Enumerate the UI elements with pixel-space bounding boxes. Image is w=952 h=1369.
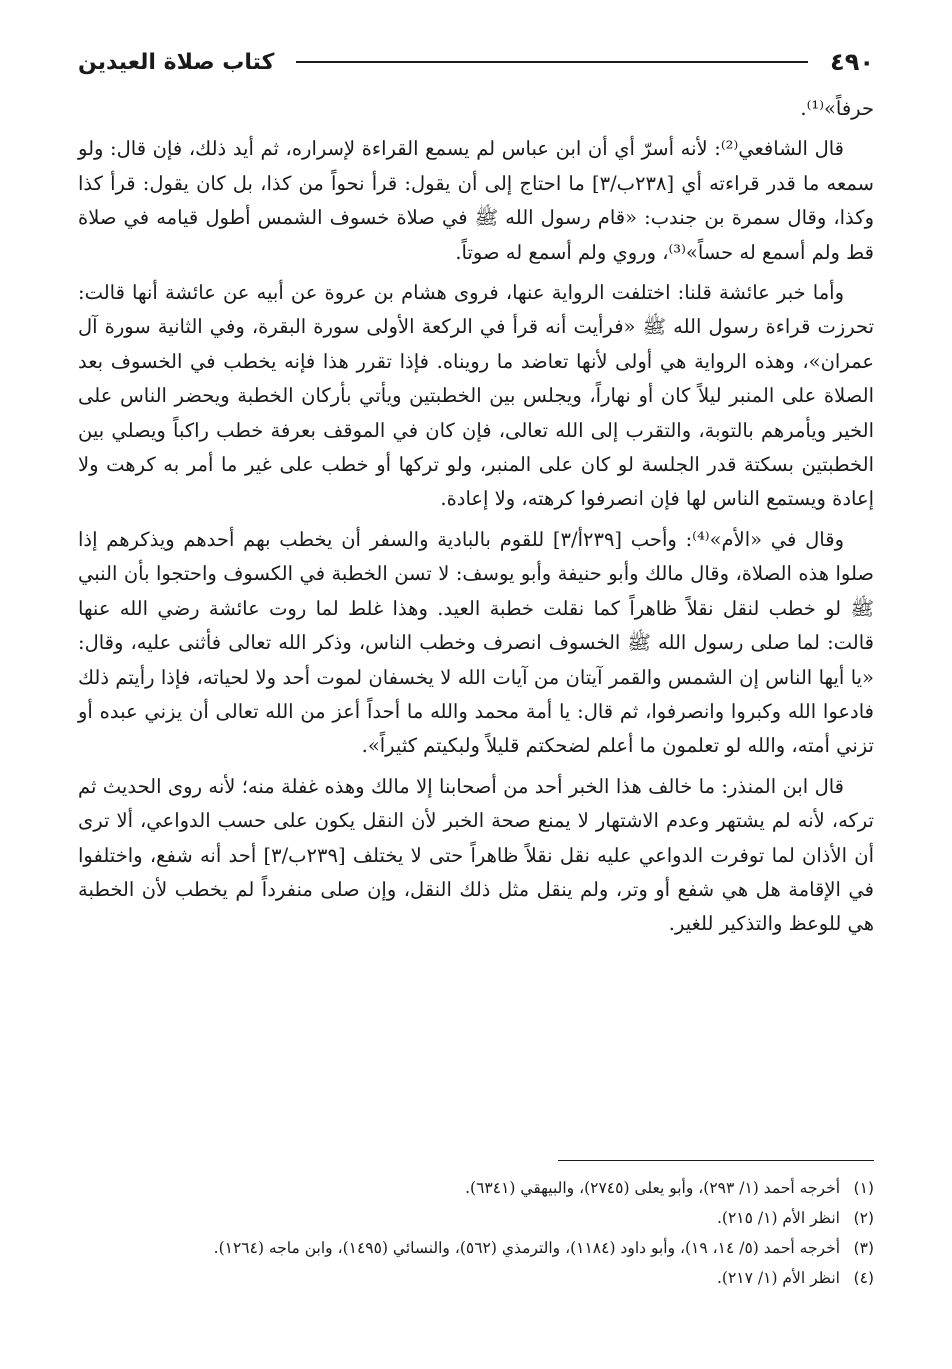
main-text — [78, 92, 874, 942]
paragraph: قال الشافعي⁽²⁾: لأنه أسرّ أي أن ابن عباس لم يسمع القراءة لإسراره، ثم أيد ذلك، فإن قال: ولو سمعه ما قدر قراءته أي [٢٣٨ب/٣] ما احتاج إلى أن يقول: قرأ نحواً من كذا، بل كان يقول: قرأ كذا وكذا، وقال سمرة بن جندب: «قام رسول الله ﷺ في صلاة خسوف الشمس أطول قيامه في صلاة قط ولم أسمع له حساً»⁽³⁾، وروي ولم أسمع له صوتاً. — [78, 137, 874, 264]
footnote — [78, 1175, 874, 1201]
footnote-number: (١) — [853, 1179, 874, 1197]
footnote-text: انظر الأم (١/ ٢١٧). — [717, 1269, 840, 1287]
footnote — [78, 1205, 874, 1231]
running-title: كتاب صلاة العيدين — [78, 49, 275, 75]
paragraph: وأما خبر عائشة قلنا: اختلفت الرواية عنها، فروى هشام بن عروة عن أبيه عن عائشة أنها قالت: تحرزت قراءة رسول الله ﷺ «فرأيت أنه قرأ في الركعة الأولى سورة البقرة، وفي الثانية سورة آل عمران»، وهذه الرواية هي أولى لأنها تعاضد ما رويناه. فإذا تقرر هذا فإنه يخطب في الخسوف بعد الصلاة على المنبر ليلاً كان أو نهاراً، ويجلس بين الخطبتين ويأتي بأركان الخطبة ويحضر الناس على الخير ويأمرهم بالتوبة، والتقرب إلى الله تعالى، فإن كان في الموقف بعرفة خطب راكباً ويصلي بين الخطبتين بسكتة قدر الجلسة لو كان على المنبر، ولو تركها أو خطب على غير ما أمر به كرهت ولا إعادة ويستمع الناس لها فإن انصرفوا كرهته، ولا إعادة. — [78, 281, 874, 511]
book-page — [78, 40, 874, 1340]
paragraph: قال ابن المنذر: ما خالف هذا الخبر أحد من أصحابنا إلا مالك وهذه غفلة منه؛ لأنه روى الحديث ثم تركه، لأنه لم يشتهر وعدم الاشتهار لا يمنع صحة الخبر لأن النقل يكون على حسب الدواعي، ألا ترى أن الأذان لما توفرت الدواعي عليه نقل نقلاً ظاهراً حتى لا يختلف [٢٣٩ب/٣] أحد أنه شفع، واختلفوا في الإقامة هل هي شفع أو وتر، ولم ينقل مثل ذلك النقل، وإن صلى منفرداً لم يخطب لأن الخطبة هي للوعظ والتذكير للغير. — [78, 774, 874, 936]
running-head — [78, 40, 874, 84]
footnote-text: أخرجه أحمد (١/ ٢٩٣)، وأبو يعلى (٢٧٤٥)، والبيهقي (٦٣٤١). — [465, 1179, 840, 1197]
paragraph: وقال في «الأم»⁽⁴⁾: وأحب [٢٣٩أ/٣] للقوم بالبادية والسفر أن يخطب بهم أحدهم ويذكرهم إذا صلوا هذه الصلاة، وقال مالك وأبو حنيفة وأبو يوسف: لا تسن الخطبة في الكسوف واحتجوا بأن النبي ﷺ لو خطب لنقل نقلاً ظاهراً كما نقلت خطبة العيد. وهذا غلط لما روت عائشة رضي الله عنها قالت: لما صلى رسول الله ﷺ الخسوف انصرف وخطب الناس، وذكر الله تعالى فأثنى عليه، وقال: «يا أيها الناس إن الشمس والقمر آيتان من آيات الله لا يخسفان لموت أحد ولا لحياته، فإذا رأيتم ذلك فادعوا الله وكبروا وانصرفوا، ثم قال: يا أمة محمد والله ما أحداً أعز من الله تعالى أن يزني عبده أو تزني أمته، والله لو تعلمون ما أعلم لضحكتم قليلاً ولبكيتم كثيراً». — [78, 527, 874, 758]
footnote-number: (٤) — [853, 1269, 874, 1287]
footnote-number: (٢) — [853, 1209, 874, 1227]
header-rule — [296, 61, 808, 63]
footnote-text: أخرجه أحمد (٥/ ١٤، ١٩)، وأبو داود (١١٨٤)، والترمذي (٥٦٢)، والنسائي (١٤٩٥)، وابن ماجه (١٢٦٤). — [213, 1239, 840, 1257]
footnotes — [78, 1175, 874, 1295]
footnote — [78, 1235, 874, 1261]
footnote-text: انظر الأم (١/ ٢١٥). — [717, 1209, 840, 1227]
footnote-number: (٣) — [853, 1239, 874, 1257]
page-number: ٤٩٠ — [830, 48, 874, 76]
footnote-separator — [558, 1160, 874, 1161]
footnote — [78, 1265, 874, 1291]
paragraph-continuation: حرفاً»⁽¹⁾. — [800, 97, 874, 120]
